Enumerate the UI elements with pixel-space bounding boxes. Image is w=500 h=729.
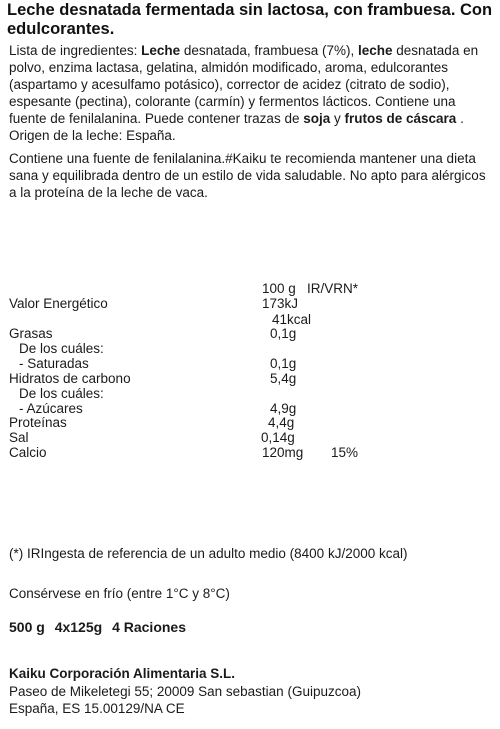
nutrition-label-of-which-2: De los cuáles: xyxy=(19,386,104,401)
nutrition-value-saturated: 0,1g xyxy=(270,356,297,371)
ingredients-text: desnatada, frambuesa (7%), xyxy=(180,43,358,58)
nutrition-header-ir: IR/VRN* xyxy=(307,281,359,296)
nutrition-value-carbs: 5,4g xyxy=(270,371,297,386)
reference-note: (*) IRIngesta de referencia de un adulto medio (8400 kJ/2000 kcal) xyxy=(9,546,408,561)
allergen-highlight: frutos de cáscara xyxy=(344,111,457,126)
nutrition-label-of-which-1: De los cuáles: xyxy=(19,341,104,356)
nutrition-label-calcium: Calcio xyxy=(9,445,47,460)
nutrition-value-sugars: 4,9g xyxy=(270,401,297,416)
nutrition-value-protein: 4,4g xyxy=(268,415,295,430)
company-name: Kaiku Corporación Alimentaria S.L. xyxy=(9,666,236,681)
servings: 4 Raciones xyxy=(112,619,187,635)
ingredients-text: desnatada en polvo, enzima lactasa, gelatina, almidón modificado, aroma, edulcorantes (aspartamo y acesulfamo potásico), corrector de acidez (citrato de sodio), espesante (pectina), colorante (carmín) y fermentos lácticos. Contiene una fuente de fenilalanina. Puede contener trazas de xyxy=(9,43,479,126)
pack-format: 4x125g xyxy=(54,619,103,635)
product-title-line1: Leche desnatada fermentada sin lactosa, con frambuesa. Con xyxy=(7,1,493,19)
nutrition-value-energy-kcal: 41kcal xyxy=(272,312,312,327)
nutrition-label-protein: Proteínas xyxy=(9,415,67,430)
ingredients-text: Lista de ingredientes: xyxy=(9,43,142,58)
nutrition-label-energy: Valor Energético xyxy=(9,296,108,311)
nutrition-label-salt: Sal xyxy=(9,430,29,445)
ingredients-list xyxy=(9,42,494,144)
allergen-highlight: leche xyxy=(357,43,393,58)
storage-instructions: Consérvese en frío (entre 1°C y 8°C) xyxy=(9,586,230,601)
allergen-highlight: soja xyxy=(303,111,331,126)
nutrition-label-carbs: Hidratos de carbono xyxy=(9,371,131,386)
allergen-highlight: Leche xyxy=(141,43,181,58)
ingredients-text: . Origen de la leche: España. xyxy=(9,111,464,143)
nutrition-value-calcium: 120mg xyxy=(262,445,304,460)
net-weight: 500 g xyxy=(9,619,45,635)
product-title-line2: edulcorantes. xyxy=(7,20,115,38)
nutrition-label-fat: Grasas xyxy=(9,326,53,341)
nutrition-ir-calcium: 15% xyxy=(331,445,359,460)
nutrition-value-energy-kj: 173kJ xyxy=(262,296,299,311)
nutrition-value-fat: 0,1g xyxy=(270,326,297,341)
product-title xyxy=(7,1,500,39)
nutrition-label-saturated: - Saturadas xyxy=(19,356,89,371)
company-address: Paseo de Mikeletegi 55; 20009 San sebastian (Guipuzcoa) xyxy=(9,684,361,699)
nutrition-value-salt: 0,14g xyxy=(261,430,295,445)
company-registration: España, ES 15.00129/NA CE xyxy=(9,701,185,716)
dietary-note: Contiene una fuente de fenilalanina.#Kaiku te recomienda mantener una dieta sana y equilibrada dentro de un estilo de vida saludable. No apto para alérgicos a la proteína de la leche de vaca. xyxy=(9,151,486,200)
nutrition-label-sugars: - Azúcares xyxy=(19,401,83,416)
nutrition-header-per: 100 g xyxy=(262,281,296,296)
ingredients-text: y xyxy=(330,111,345,126)
package-units xyxy=(9,619,192,635)
